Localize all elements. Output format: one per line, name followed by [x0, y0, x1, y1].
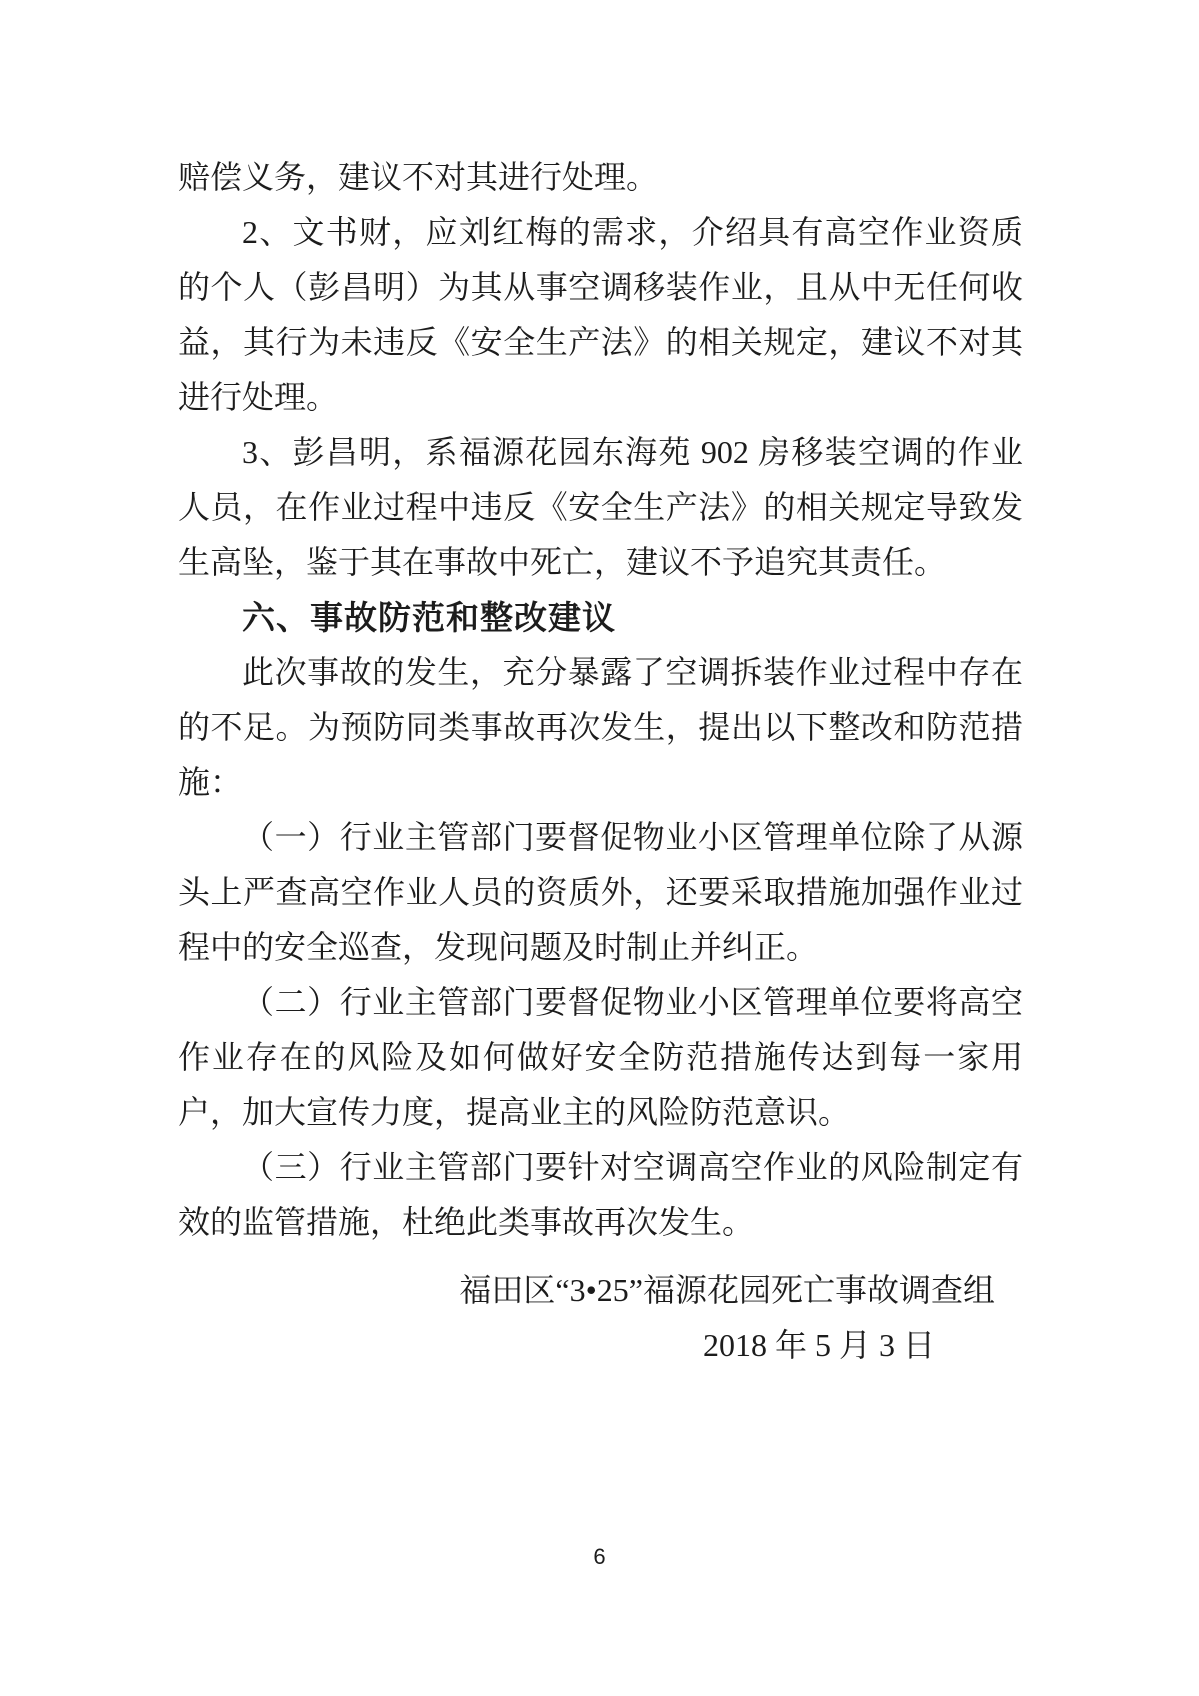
- paragraph-line: 的不足。为预防同类事故再次发生，提出以下整改和防范措: [178, 709, 1023, 745]
- paragraph-line: 效的监管措施，杜绝此类事故再次发生。: [178, 1204, 755, 1240]
- paragraph-line: 施：: [178, 764, 243, 800]
- paragraph-line: 赔偿义务，建议不对其进行处理。: [178, 159, 659, 195]
- section-heading: 六、事故防范和整改建议: [242, 599, 616, 636]
- date-line: 2018 年 5 月 3 日: [702, 1327, 935, 1363]
- paragraph-line: 3、彭昌明，系福源花园东海苑 902 房移装空调的作业: [242, 434, 1023, 470]
- paragraph-line: 此次事故的发生，充分暴露了空调拆装作业过程中存在: [242, 654, 1023, 690]
- paragraph-line: （一）行业主管部门要督促物业小区管理单位除了从源: [242, 819, 1023, 855]
- document-body: [178, 150, 1023, 1373]
- paragraph-line: 益，其行为未违反《安全生产法》的相关规定，建议不对其: [178, 324, 1023, 360]
- paragraph-line: 作业存在的风险及如何做好安全防范措施传达到每一家用: [178, 1039, 1023, 1075]
- page-number: 6: [593, 1544, 606, 1569]
- paragraph-line: （二）行业主管部门要督促物业小区管理单位要将高空: [242, 984, 1023, 1020]
- paragraph-line: 户，加大宣传力度，提高业主的风险防范意识。: [178, 1094, 851, 1130]
- paragraph-line: （三）行业主管部门要针对空调高空作业的风险制定有: [242, 1149, 1023, 1185]
- paragraph-line: 生高坠，鉴于其在事故中死亡，建议不予追究其责任。: [178, 544, 947, 580]
- paragraph-line: 程中的安全巡查，发现问题及时制止并纠正。: [178, 929, 819, 965]
- signature-line: 福田区“3•25”福源花园死亡事故调查组: [459, 1272, 995, 1308]
- paragraph-line: 人员，在作业过程中违反《安全生产法》的相关规定导致发: [178, 489, 1023, 525]
- paragraph-line: 进行处理。: [178, 379, 339, 415]
- paragraph-line: 头上严查高空作业人员的资质外，还要采取措施加强作业过: [178, 874, 1023, 910]
- paragraph-line: 的个人（彭昌明）为其从事空调移装作业，且从中无任何收: [178, 269, 1023, 305]
- paragraph-line: 2、文书财，应刘红梅的需求，介绍具有高空作业资质: [242, 214, 1023, 250]
